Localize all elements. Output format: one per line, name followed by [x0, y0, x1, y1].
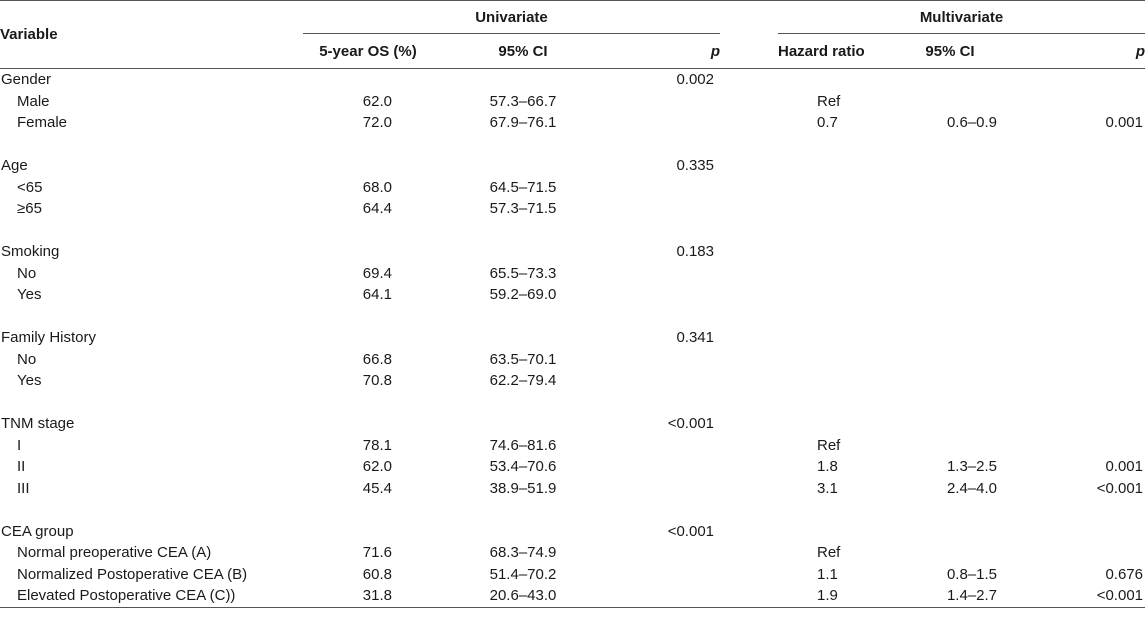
- hazard-ratio-value: [778, 284, 895, 306]
- table-row: [0, 91, 1145, 113]
- ci-value: 65.5–73.3: [489, 264, 557, 282]
- group-p-value: <0.001: [667, 415, 714, 433]
- empty-cell: [613, 456, 720, 478]
- empty-cell: [1005, 155, 1145, 177]
- table-row: [0, 349, 1145, 371]
- multivariate-p-value: [1005, 91, 1145, 113]
- header-os: 5-year OS (%): [319, 42, 417, 60]
- empty-cell: [1005, 69, 1145, 91]
- group-row: [0, 521, 1145, 543]
- multivariate-p-value: <0.001: [1005, 585, 1145, 607]
- header-ci: 95% CI: [498, 42, 548, 60]
- multivariate-p-value: [1005, 370, 1145, 392]
- os-value: 70.8: [362, 372, 392, 390]
- empty-cell: [895, 521, 1005, 543]
- multivariate-ci-value: [895, 263, 1005, 285]
- empty-cell: [895, 413, 1005, 435]
- row-label: Elevated Postoperative CEA (C)): [0, 585, 303, 607]
- header-variable: Variable: [0, 26, 58, 43]
- empty-cell: [720, 112, 778, 134]
- empty-cell: [778, 155, 895, 177]
- os-value: 72.0: [362, 114, 392, 132]
- table-row: [0, 456, 1145, 478]
- os-value: 62.0: [362, 92, 392, 110]
- empty-cell: [613, 112, 720, 134]
- row-label: Yes: [17, 372, 42, 390]
- empty-cell: [720, 478, 778, 500]
- empty-cell: [720, 564, 778, 586]
- empty-cell: [613, 542, 720, 564]
- multivariate-ci-value: 0.6–0.9: [946, 114, 997, 132]
- os-value: 64.1: [362, 286, 392, 304]
- hazard-ratio-value: 3.1: [817, 479, 838, 497]
- group-row: [0, 241, 1145, 263]
- multivariate-p-value: [1005, 435, 1145, 457]
- row-label: No: [17, 350, 37, 368]
- group-p-value: 0.341: [676, 329, 714, 347]
- os-value: 60.8: [362, 565, 392, 583]
- empty-cell: [613, 349, 720, 371]
- group-row: [0, 69, 1145, 91]
- empty-cell: [895, 327, 1005, 349]
- hazard-ratio-value: Ref: [817, 92, 841, 110]
- empty-cell: [613, 284, 720, 306]
- table-header: [0, 1, 1145, 69]
- multivariate-ci-value: [895, 435, 1005, 457]
- multivariate-ci-value: 1.4–2.7: [895, 585, 1005, 607]
- table-row: [0, 112, 1145, 134]
- ci-value: 67.9–76.1: [489, 114, 557, 132]
- empty-cell: [613, 478, 720, 500]
- table-row: [0, 435, 1145, 457]
- ci-value: 51.4–70.2: [489, 565, 557, 583]
- empty-cell: [895, 155, 1005, 177]
- empty-cell: [303, 241, 433, 263]
- empty-cell: [433, 521, 613, 543]
- group-spacer: [0, 134, 1145, 156]
- os-value: 78.1: [362, 436, 392, 454]
- empty-cell: [433, 69, 613, 91]
- hazard-ratio-value: [778, 177, 895, 199]
- multivariate-ci-value: [895, 284, 1005, 306]
- row-label: Yes: [17, 286, 42, 304]
- ci-value: 53.4–70.6: [489, 458, 557, 476]
- empty-cell: [720, 521, 778, 543]
- hazard-ratio-value: 1.8: [817, 458, 838, 476]
- group-label: TNM stage: [1, 415, 75, 433]
- os-value: 45.4: [362, 479, 392, 497]
- empty-cell: [720, 542, 778, 564]
- row-label: <65: [17, 178, 43, 196]
- empty-cell: [895, 241, 1005, 263]
- empty-cell: [303, 155, 433, 177]
- empty-cell: [613, 435, 720, 457]
- header-p: p: [710, 42, 720, 60]
- group-label: Smoking: [1, 243, 60, 261]
- hazard-ratio-value: Ref: [817, 436, 841, 454]
- empty-cell: [613, 177, 720, 199]
- group-spacer: [0, 220, 1145, 242]
- table-row: [0, 284, 1145, 306]
- ci-value: 63.5–70.1: [489, 350, 557, 368]
- table-row: [0, 585, 1145, 607]
- empty-cell: [303, 413, 433, 435]
- multivariate-ci-value: 1.3–2.5: [946, 458, 997, 476]
- empty-cell: [778, 327, 895, 349]
- empty-cell: [433, 155, 613, 177]
- ci-value: 68.3–74.9: [489, 544, 557, 562]
- group-p-value: 0.002: [676, 71, 714, 89]
- group-label: Gender: [1, 71, 52, 89]
- ci-value: 57.3–71.5: [489, 200, 557, 218]
- table-row: [0, 177, 1145, 199]
- ci-value: 59.2–69.0: [489, 286, 557, 304]
- group-spacer: [0, 392, 1145, 414]
- empty-cell: [303, 69, 433, 91]
- row-label: ≥65: [17, 200, 42, 218]
- empty-cell: [720, 69, 778, 91]
- multivariate-p-value: [1005, 284, 1145, 306]
- os-value: 66.8: [362, 350, 392, 368]
- group-spacer: [0, 306, 1145, 328]
- header-hazard-ratio: Hazard ratio: [778, 42, 865, 60]
- multivariate-p-value: [1005, 198, 1145, 220]
- multivariate-ci-value: [895, 91, 1005, 113]
- hazard-ratio-value: 0.7: [817, 114, 838, 132]
- empty-cell: [720, 456, 778, 478]
- group-label: Age: [1, 157, 28, 175]
- table-row: [0, 542, 1145, 564]
- table-row: [0, 478, 1145, 500]
- empty-cell: [720, 263, 778, 285]
- os-value: 71.6: [362, 544, 392, 562]
- empty-cell: [613, 198, 720, 220]
- group-row: [0, 327, 1145, 349]
- empty-cell: [433, 413, 613, 435]
- multivariate-ci-value: [895, 542, 1005, 564]
- multivariate-p-value: <0.001: [1096, 479, 1143, 497]
- os-value: 31.8: [303, 585, 433, 607]
- multivariate-p-value: [1005, 542, 1145, 564]
- empty-cell: [720, 327, 778, 349]
- row-label: No: [17, 264, 37, 282]
- empty-cell: [613, 263, 720, 285]
- multivariate-ci-value: 0.8–1.5: [946, 565, 997, 583]
- hazard-ratio-value: [778, 198, 895, 220]
- group-spacer: [0, 499, 1145, 521]
- hazard-ratio-value: Ref: [817, 544, 841, 562]
- ci-value: 20.6–43.0: [433, 585, 613, 607]
- table-row: [0, 263, 1145, 285]
- ci-value: 57.3–66.7: [489, 92, 557, 110]
- empty-cell: [613, 91, 720, 113]
- hazard-ratio-value: [778, 263, 895, 285]
- empty-cell: [720, 413, 778, 435]
- empty-cell: [613, 585, 720, 607]
- group-label: Family History: [1, 329, 97, 347]
- ci-value: 62.2–79.4: [489, 372, 557, 390]
- empty-cell: [720, 284, 778, 306]
- multivariate-p-value: [1005, 263, 1145, 285]
- empty-cell: [895, 69, 1005, 91]
- group-p-value: <0.001: [667, 522, 714, 540]
- empty-cell: [303, 521, 433, 543]
- group-p-value: 0.183: [676, 243, 714, 261]
- hazard-ratio-value: 1.9: [778, 585, 895, 607]
- ci-value: 64.5–71.5: [489, 178, 557, 196]
- multivariate-ci-value: [895, 198, 1005, 220]
- os-value: 64.4: [362, 200, 392, 218]
- multivariate-ci-value: [895, 177, 1005, 199]
- empty-cell: [720, 585, 778, 607]
- empty-cell: [433, 327, 613, 349]
- hazard-ratio-value: [778, 370, 895, 392]
- empty-cell: [778, 241, 895, 263]
- empty-cell: [720, 198, 778, 220]
- empty-cell: [778, 413, 895, 435]
- multivariate-p-value: [1005, 349, 1145, 371]
- empty-cell: [1005, 521, 1145, 543]
- empty-cell: [433, 241, 613, 263]
- header-p2: p: [1135, 42, 1145, 60]
- empty-cell: [1005, 241, 1145, 263]
- empty-cell: [720, 177, 778, 199]
- hazard-ratio-value: [778, 349, 895, 371]
- empty-cell: [720, 349, 778, 371]
- row-label: Female: [17, 114, 68, 132]
- multivariate-ci-value: 2.4–4.0: [946, 479, 997, 497]
- row-label: II: [17, 458, 26, 476]
- empty-cell: [720, 435, 778, 457]
- row-label: I: [17, 436, 22, 454]
- row-label: III: [17, 479, 30, 497]
- row-label: Normal preoperative CEA (A): [17, 544, 212, 562]
- os-value: 68.0: [362, 178, 392, 196]
- empty-cell: [720, 241, 778, 263]
- empty-cell: [613, 564, 720, 586]
- table-row: [0, 370, 1145, 392]
- hazard-ratio-value: 1.1: [817, 565, 838, 583]
- empty-cell: [1005, 327, 1145, 349]
- table-row: [0, 564, 1145, 586]
- empty-cell: [720, 370, 778, 392]
- header-univariate: Univariate: [303, 1, 720, 34]
- empty-cell: [778, 69, 895, 91]
- empty-cell: [303, 327, 433, 349]
- multivariate-p-value: [1005, 177, 1145, 199]
- row-label: Normalized Postoperative CEA (B): [17, 565, 248, 583]
- multivariate-p-value: 0.001: [1105, 458, 1143, 476]
- group-p-value: 0.335: [676, 157, 714, 175]
- header-ci2: 95% CI: [925, 42, 975, 60]
- empty-cell: [613, 370, 720, 392]
- empty-cell: [1005, 413, 1145, 435]
- multivariate-p-value: 0.001: [1105, 114, 1143, 132]
- group-label: CEA group: [1, 522, 74, 540]
- table-row: [0, 198, 1145, 220]
- ci-value: 74.6–81.6: [489, 436, 557, 454]
- multivariate-p-value: 0.676: [1105, 565, 1143, 583]
- group-row: [0, 155, 1145, 177]
- empty-cell: [778, 521, 895, 543]
- os-value: 62.0: [362, 458, 392, 476]
- multivariate-ci-value: [895, 349, 1005, 371]
- empty-cell: [720, 91, 778, 113]
- group-row: [0, 413, 1145, 435]
- header-multivariate: Multivariate: [778, 1, 1145, 34]
- empty-cell: [720, 155, 778, 177]
- table-body: [0, 69, 1145, 608]
- multivariate-ci-value: [895, 370, 1005, 392]
- row-label: Male: [17, 92, 50, 110]
- os-value: 69.4: [362, 264, 392, 282]
- ci-value: 38.9–51.9: [489, 479, 557, 497]
